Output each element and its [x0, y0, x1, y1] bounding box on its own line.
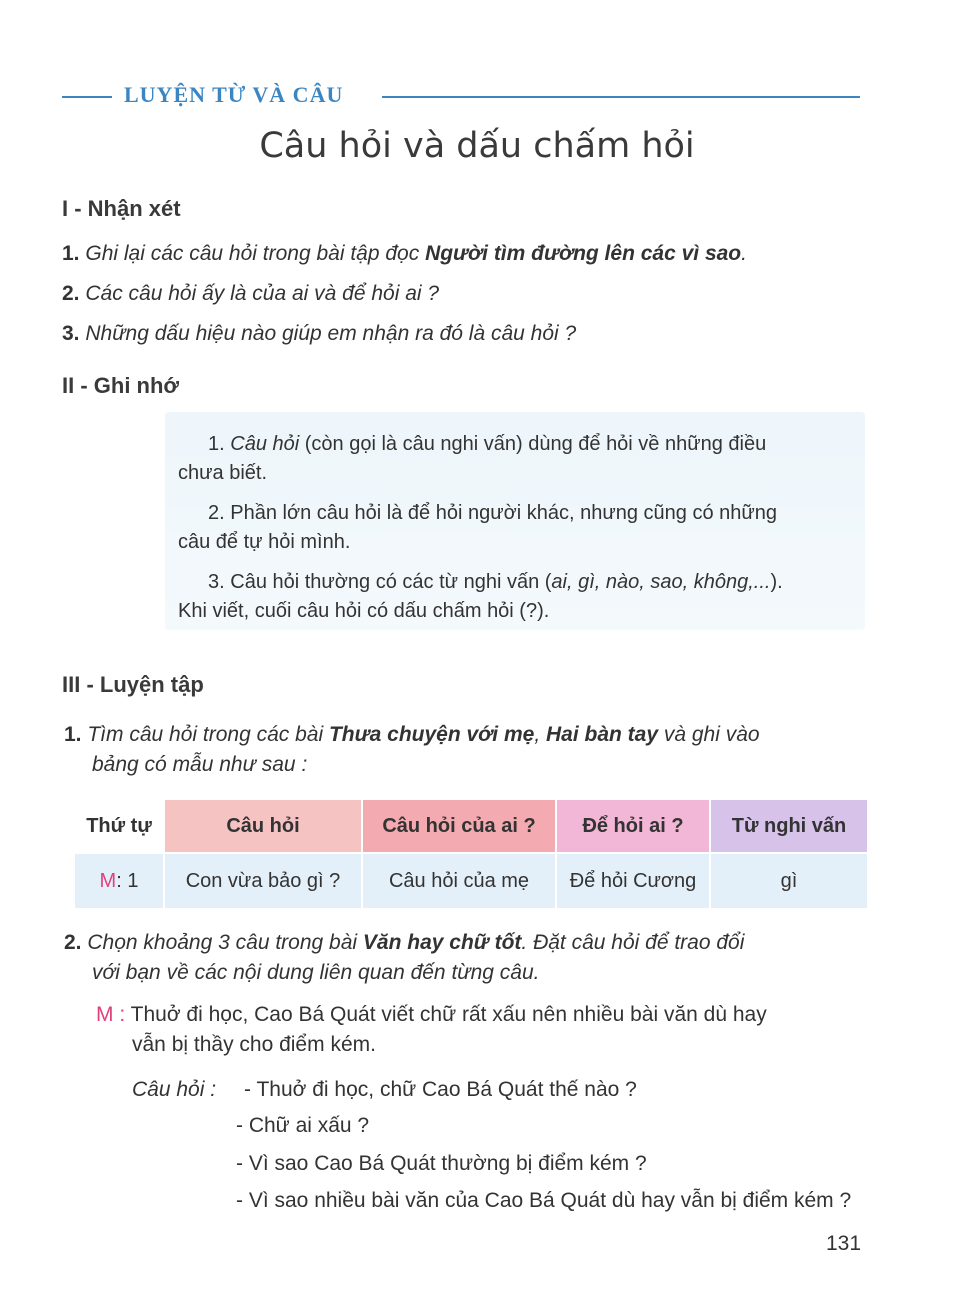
order-value: : 1 — [116, 869, 139, 892]
reading-title: Người tìm đường lên các vì sao — [425, 242, 742, 265]
sample-question-4: - Vì sao nhiều bài văn của Cao Bá Quát dù hay vẫn bị điểm kém ? — [236, 1189, 852, 1212]
page-number: 131 — [826, 1232, 862, 1255]
memo-text: Câu hỏi thường có các từ nghi vấn ( — [230, 571, 552, 593]
question-text: Những dấu hiệu nào giúp em nhận ra đó là câu hỏi ? — [85, 322, 577, 345]
section-label: LUYỆN TỪ VÀ CÂU — [124, 82, 344, 107]
memo-item-2 — [178, 499, 858, 557]
example-m-label: M : — [96, 1003, 126, 1026]
exercise-number: 2. — [64, 931, 82, 954]
question-text: Ghi lại các câu hỏi trong bài tập đọc — [85, 242, 426, 265]
question-number: 3. — [62, 322, 80, 345]
exercise-text-end: . Đặt câu hỏi để trao đổi — [521, 931, 745, 954]
table-header-hoi-ai: Để hỏi ai ? — [557, 800, 709, 852]
sample-table — [75, 800, 867, 908]
header-rule-left — [62, 96, 112, 98]
sample-question-1: - Thuở đi học, chữ Cao Bá Quát thế nào ? — [244, 1078, 637, 1101]
table-header-cua-ai: Câu hỏi của ai ? — [363, 800, 555, 852]
table-cell-question: Con vừa bảo gì ? — [165, 854, 361, 908]
reading-title-2: Hai bàn tay — [545, 723, 659, 746]
title-separator: , — [534, 723, 546, 746]
exercise-text: Chọn khoảng 3 câu trong bài — [87, 931, 363, 954]
section-header — [62, 80, 860, 110]
heading-ghi-nho: II - Ghi nhớ — [62, 373, 180, 398]
reading-title-1: Thưa chuyện với mẹ — [328, 723, 535, 746]
m-label: M — [99, 869, 117, 892]
exercise-text: Tìm câu hỏi trong các bài — [87, 723, 329, 746]
exercise-text-cont: với bạn về các nội dung liên quan đến từng câu. — [92, 961, 540, 984]
table-header-tu-nghi-van: Từ nghi vấn — [711, 800, 867, 852]
sample-question-2: - Chữ ai xấu ? — [236, 1114, 370, 1137]
exercise-text-cont: bảng có mẫu như sau : — [92, 753, 308, 776]
memo-text-cont: Khi viết, cuối câu hỏi có dấu chấm hỏi (?). — [178, 600, 550, 622]
table-cell-to-whom: Để hỏi Cương — [557, 854, 709, 908]
question-3 — [62, 322, 576, 346]
page-title: Câu hỏi và dấu chấm hỏi — [259, 126, 695, 166]
memo-text: (còn gọi là câu nghi vấn) dùng để hỏi về những điều — [299, 433, 767, 455]
table-cell-order — [75, 854, 163, 908]
question-number: 1. — [62, 242, 80, 265]
table-cell-word: gì — [711, 854, 867, 908]
question-2 — [62, 282, 439, 306]
example-text-cont: vẫn bị thầy cho điểm kém. — [132, 1033, 376, 1056]
sample-question-3: - Vì sao Cao Bá Quát thường bị điểm kém ? — [236, 1152, 647, 1175]
memo-number: 1. — [208, 433, 225, 455]
table-cell-who: Câu hỏi của mẹ — [363, 854, 555, 908]
exercise-2 — [64, 928, 874, 988]
memo-text-cont: câu để tự hỏi mình. — [178, 531, 351, 553]
question-number: 2. — [62, 282, 80, 305]
memo-text-end: ). — [770, 571, 783, 593]
memo-item-3 — [178, 568, 858, 626]
example-text: Thuở đi học, Cao Bá Quát viết chữ rất xấu nên nhiều bài văn dù hay — [130, 1003, 767, 1026]
table-header-cau-hoi: Câu hỏi — [165, 800, 361, 852]
memo-term: Câu hỏi — [230, 433, 300, 455]
memo-number: 3. — [208, 571, 225, 593]
exercise-text-end: và ghi vào — [658, 723, 760, 746]
memo-text: Phần lớn câu hỏi là để hỏi người khác, nhưng cũng có những — [230, 502, 778, 524]
exercise-number: 1. — [64, 723, 82, 746]
example-paragraph — [96, 1000, 876, 1060]
memo-number: 2. — [208, 502, 225, 524]
question-end: . — [741, 242, 747, 265]
memo-text-cont: chưa biết. — [178, 462, 267, 484]
questions-label: Câu hỏi : — [132, 1078, 217, 1101]
question-1 — [62, 242, 747, 266]
reading-title: Văn hay chữ tốt — [362, 931, 522, 954]
heading-luyen-tap: III - Luyện tập — [62, 672, 204, 697]
question-text: Các câu hỏi ấy là của ai và để hỏi ai ? — [85, 282, 440, 305]
question-words: ai, gì, nào, sao, không,... — [551, 571, 771, 593]
table-header-thu-tu: Thứ tự — [86, 814, 152, 837]
heading-nhan-xet: I - Nhận xét — [62, 196, 181, 221]
header-rule-right — [382, 96, 860, 98]
memo-item-1 — [178, 430, 858, 488]
exercise-1 — [64, 720, 874, 780]
